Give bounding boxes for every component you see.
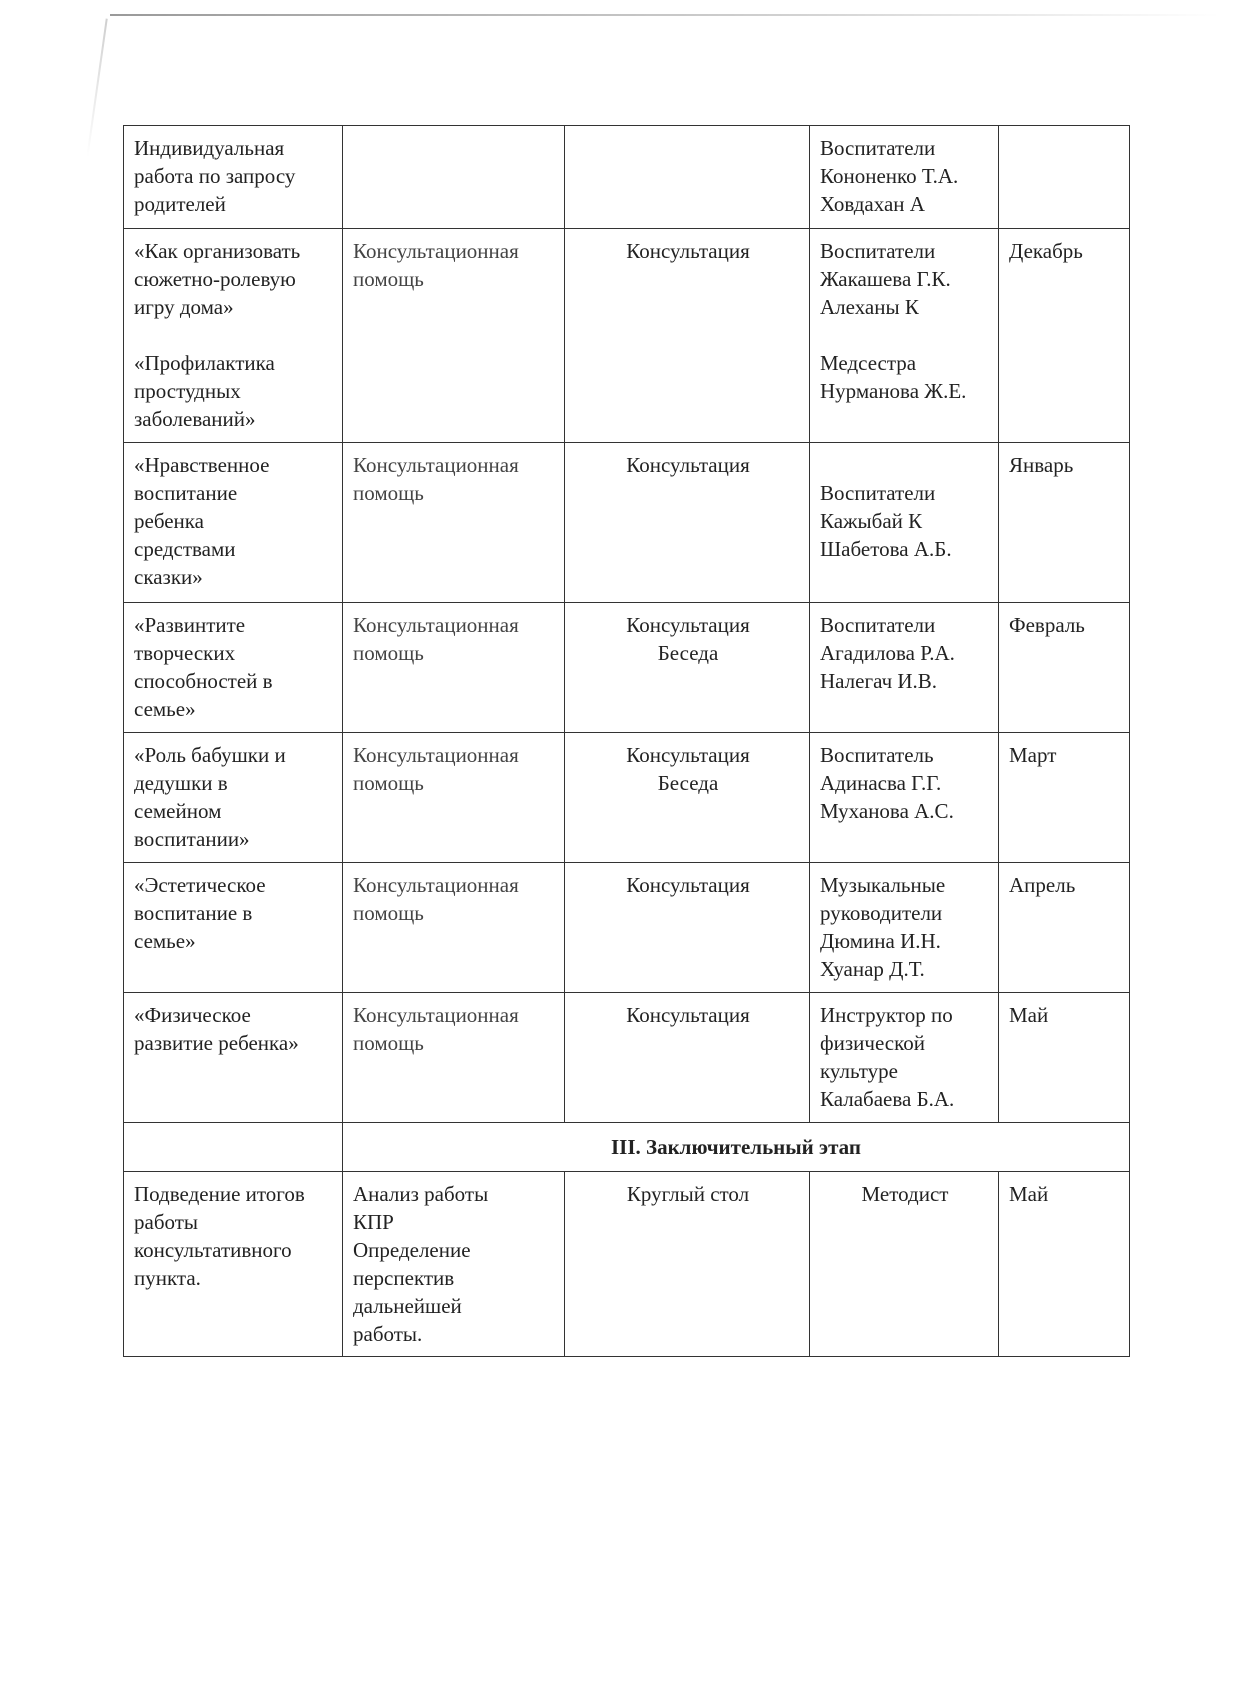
- form-cell: Консультация Беседа: [565, 733, 810, 863]
- form-cell: Консультация: [565, 443, 810, 603]
- responsible-cell: Воспитатели Агадилова Р.А. Налегач И.В.: [810, 603, 999, 733]
- form-cell: [565, 126, 810, 229]
- kind-cell: [343, 126, 565, 229]
- responsible-cell: Воспитатели Кажыбай К Шабетова А.Б.: [810, 443, 999, 603]
- topic-cell: «Развинтите творческих способностей в семье»: [124, 603, 343, 733]
- table-row: [124, 863, 1130, 993]
- kind-cell: Консультационная помощь: [343, 993, 565, 1123]
- topic-cell: Индивидуальная работа по запросу родителей: [124, 126, 343, 229]
- scan-edge: [110, 14, 1220, 16]
- stage-header-row: [124, 1123, 1130, 1172]
- consultation-plan-table: [123, 125, 1130, 1357]
- fold-line: [86, 19, 107, 158]
- form-cell: Консультация Беседа: [565, 603, 810, 733]
- form-cell: Консультация: [565, 863, 810, 993]
- table-row: [124, 1172, 1130, 1357]
- form-cell: Консультация: [565, 993, 810, 1123]
- form-cell: Консультация: [565, 229, 810, 443]
- month-cell: Декабрь: [999, 229, 1130, 443]
- kind-cell: Консультационная помощь: [343, 863, 565, 993]
- topic-cell: Подведение итогов работы консультативного пункта.: [124, 1172, 343, 1357]
- topic-cell: «Эстетическое воспитание в семье»: [124, 863, 343, 993]
- month-cell: Апрель: [999, 863, 1130, 993]
- topic-cell: «Нравственное воспитание ребенка средствами сказки»: [124, 443, 343, 603]
- month-cell: Март: [999, 733, 1130, 863]
- responsible-cell: Воспитатель Адинасва Г.Г. Муханова А.С.: [810, 733, 999, 863]
- kind-cell: Консультационная помощь: [343, 229, 565, 443]
- kind-cell: Консультационная помощь: [343, 733, 565, 863]
- table-row: [124, 126, 1130, 229]
- table-row: [124, 993, 1130, 1123]
- kind-cell: Консультационная помощь: [343, 603, 565, 733]
- responsible-cell: Инструктор по физической культуре Калабаева Б.А.: [810, 993, 999, 1123]
- table-row: [124, 443, 1130, 603]
- month-cell: Май: [999, 993, 1130, 1123]
- topic-cell: «Роль бабушки и дедушки в семейном воспитании»: [124, 733, 343, 863]
- stage-title: III. Заключительный этап: [343, 1123, 1130, 1172]
- responsible-cell: Методист: [810, 1172, 999, 1357]
- month-cell: [999, 126, 1130, 229]
- table-row: [124, 603, 1130, 733]
- month-cell: Май: [999, 1172, 1130, 1357]
- table-row: [124, 229, 1130, 443]
- topic-cell: «Как организовать сюжетно-ролевую игру дома» «Профилактика простудных заболеваний»: [124, 229, 343, 443]
- kind-cell: Консультационная помощь: [343, 443, 565, 603]
- responsible-cell: Воспитатели Кононенко Т.А. Ховдахан А: [810, 126, 999, 229]
- month-cell: Февраль: [999, 603, 1130, 733]
- table-row: [124, 733, 1130, 863]
- kind-cell: Анализ работы КПР Определение перспектив дальнейшей работы.: [343, 1172, 565, 1357]
- responsible-cell: Воспитатели Жакашева Г.К. Алеханы К Медсестра Нурманова Ж.Е.: [810, 229, 999, 443]
- form-cell: Круглый стол: [565, 1172, 810, 1357]
- topic-cell: «Физическое развитие ребенка»: [124, 993, 343, 1123]
- stage-blank-cell: [124, 1123, 343, 1172]
- responsible-cell: Музыкальные руководители Дюмина И.Н. Хуанар Д.Т.: [810, 863, 999, 993]
- month-cell: Январь: [999, 443, 1130, 603]
